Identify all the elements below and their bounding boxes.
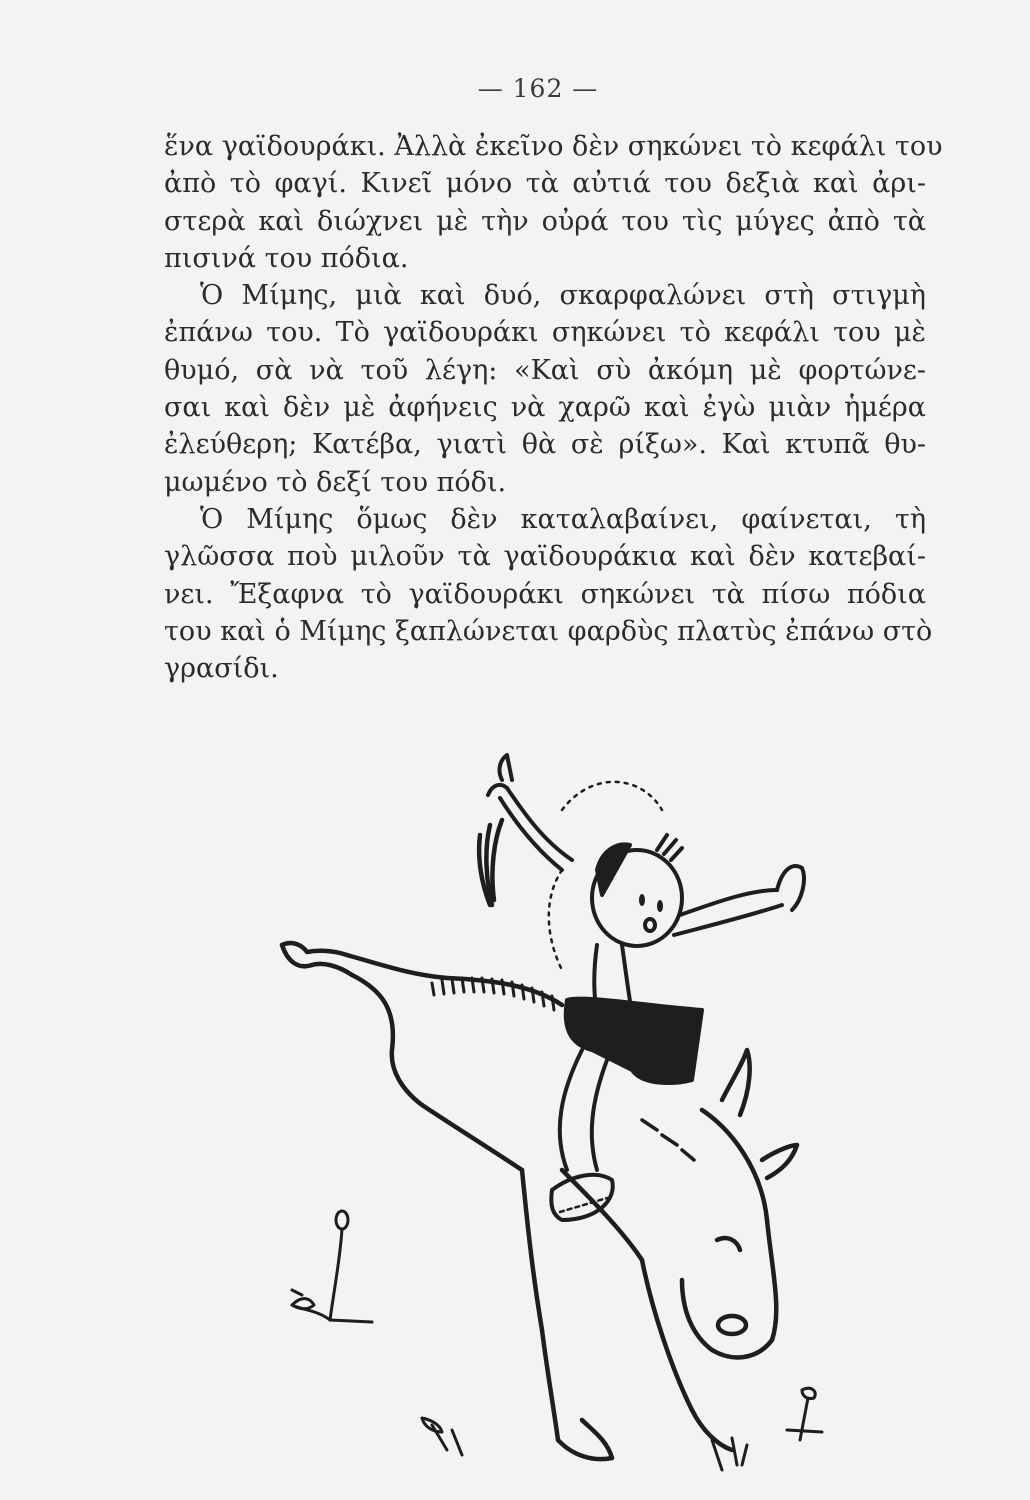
text-line: ἐλεύθερη; Κατέβα, γιατὶ θὰ σὲ ρίξω». Καὶ κτυπᾶ θυ- [164,429,926,461]
text-line: γρασίδι. [164,653,279,685]
text-line: Ὁ Μίμης, μιὰ καὶ δυό, σκαρφαλώνει στὴ στιγμὴ [200,280,926,312]
text-line: του καὶ ὁ Μίμης ξαπλώνεται φαρδὺς πλατὺς ἐπάνω στὸ [164,615,933,647]
body-text [164,128,943,687]
donkey-figure [282,820,797,1459]
text-line: μωμένο τὸ δεξί του πόδι. [164,466,507,498]
text-line: θυμό, σὰ νὰ τοῦ λέγη: «Καὶ σὺ ἀκόμη μὲ φορτώνε- [164,354,926,386]
text-line: ἐπάνω του. Τὸ γαϊδουράκι σηκώνει τὸ κεφάλι του μὲ [164,317,926,349]
page-number: — 162 — [477,74,599,103]
text-line: πισινά του πόδια. [164,242,409,274]
text-line: γλῶσσα ποὺ μιλοῦν τὰ γαϊδουράκια καὶ δὲν κατεβαί- [164,541,926,573]
text-line: στερὰ καὶ διώχνει μὲ τὴν οὐρά του τὶς μύγες ἀπὸ τὰ [164,205,926,237]
boy-figure [488,755,804,1220]
text-line: σαι καὶ δὲν μὲ ἀφήνεις νὰ χαρῶ καὶ ἐγὼ μιὰν ἡμέρα [164,392,926,424]
text-line: νει. Ἔξαφνα τὸ γαϊδουράκι σηκώνει τὰ πίσω πόδια [164,578,926,610]
flower-icon [292,1211,372,1322]
donkey-illustration [262,750,842,1480]
text-line: ἀπὸ τὸ φαγί. Κινεῖ μόνο τὰ αὐτιά του δεξιὰ καὶ ἀρι- [164,168,926,200]
text-line: ἕνα γαϊδουράκι. Ἀλλὰ ἐκεῖνο δὲν σηκώνει τὸ κεφάλι του [164,131,943,162]
grass-icon [422,1388,822,1470]
text-line: Ὁ Μίμης ὅμως δὲν καταλαβαίνει, φαίνεται, τὴ [200,503,926,535]
